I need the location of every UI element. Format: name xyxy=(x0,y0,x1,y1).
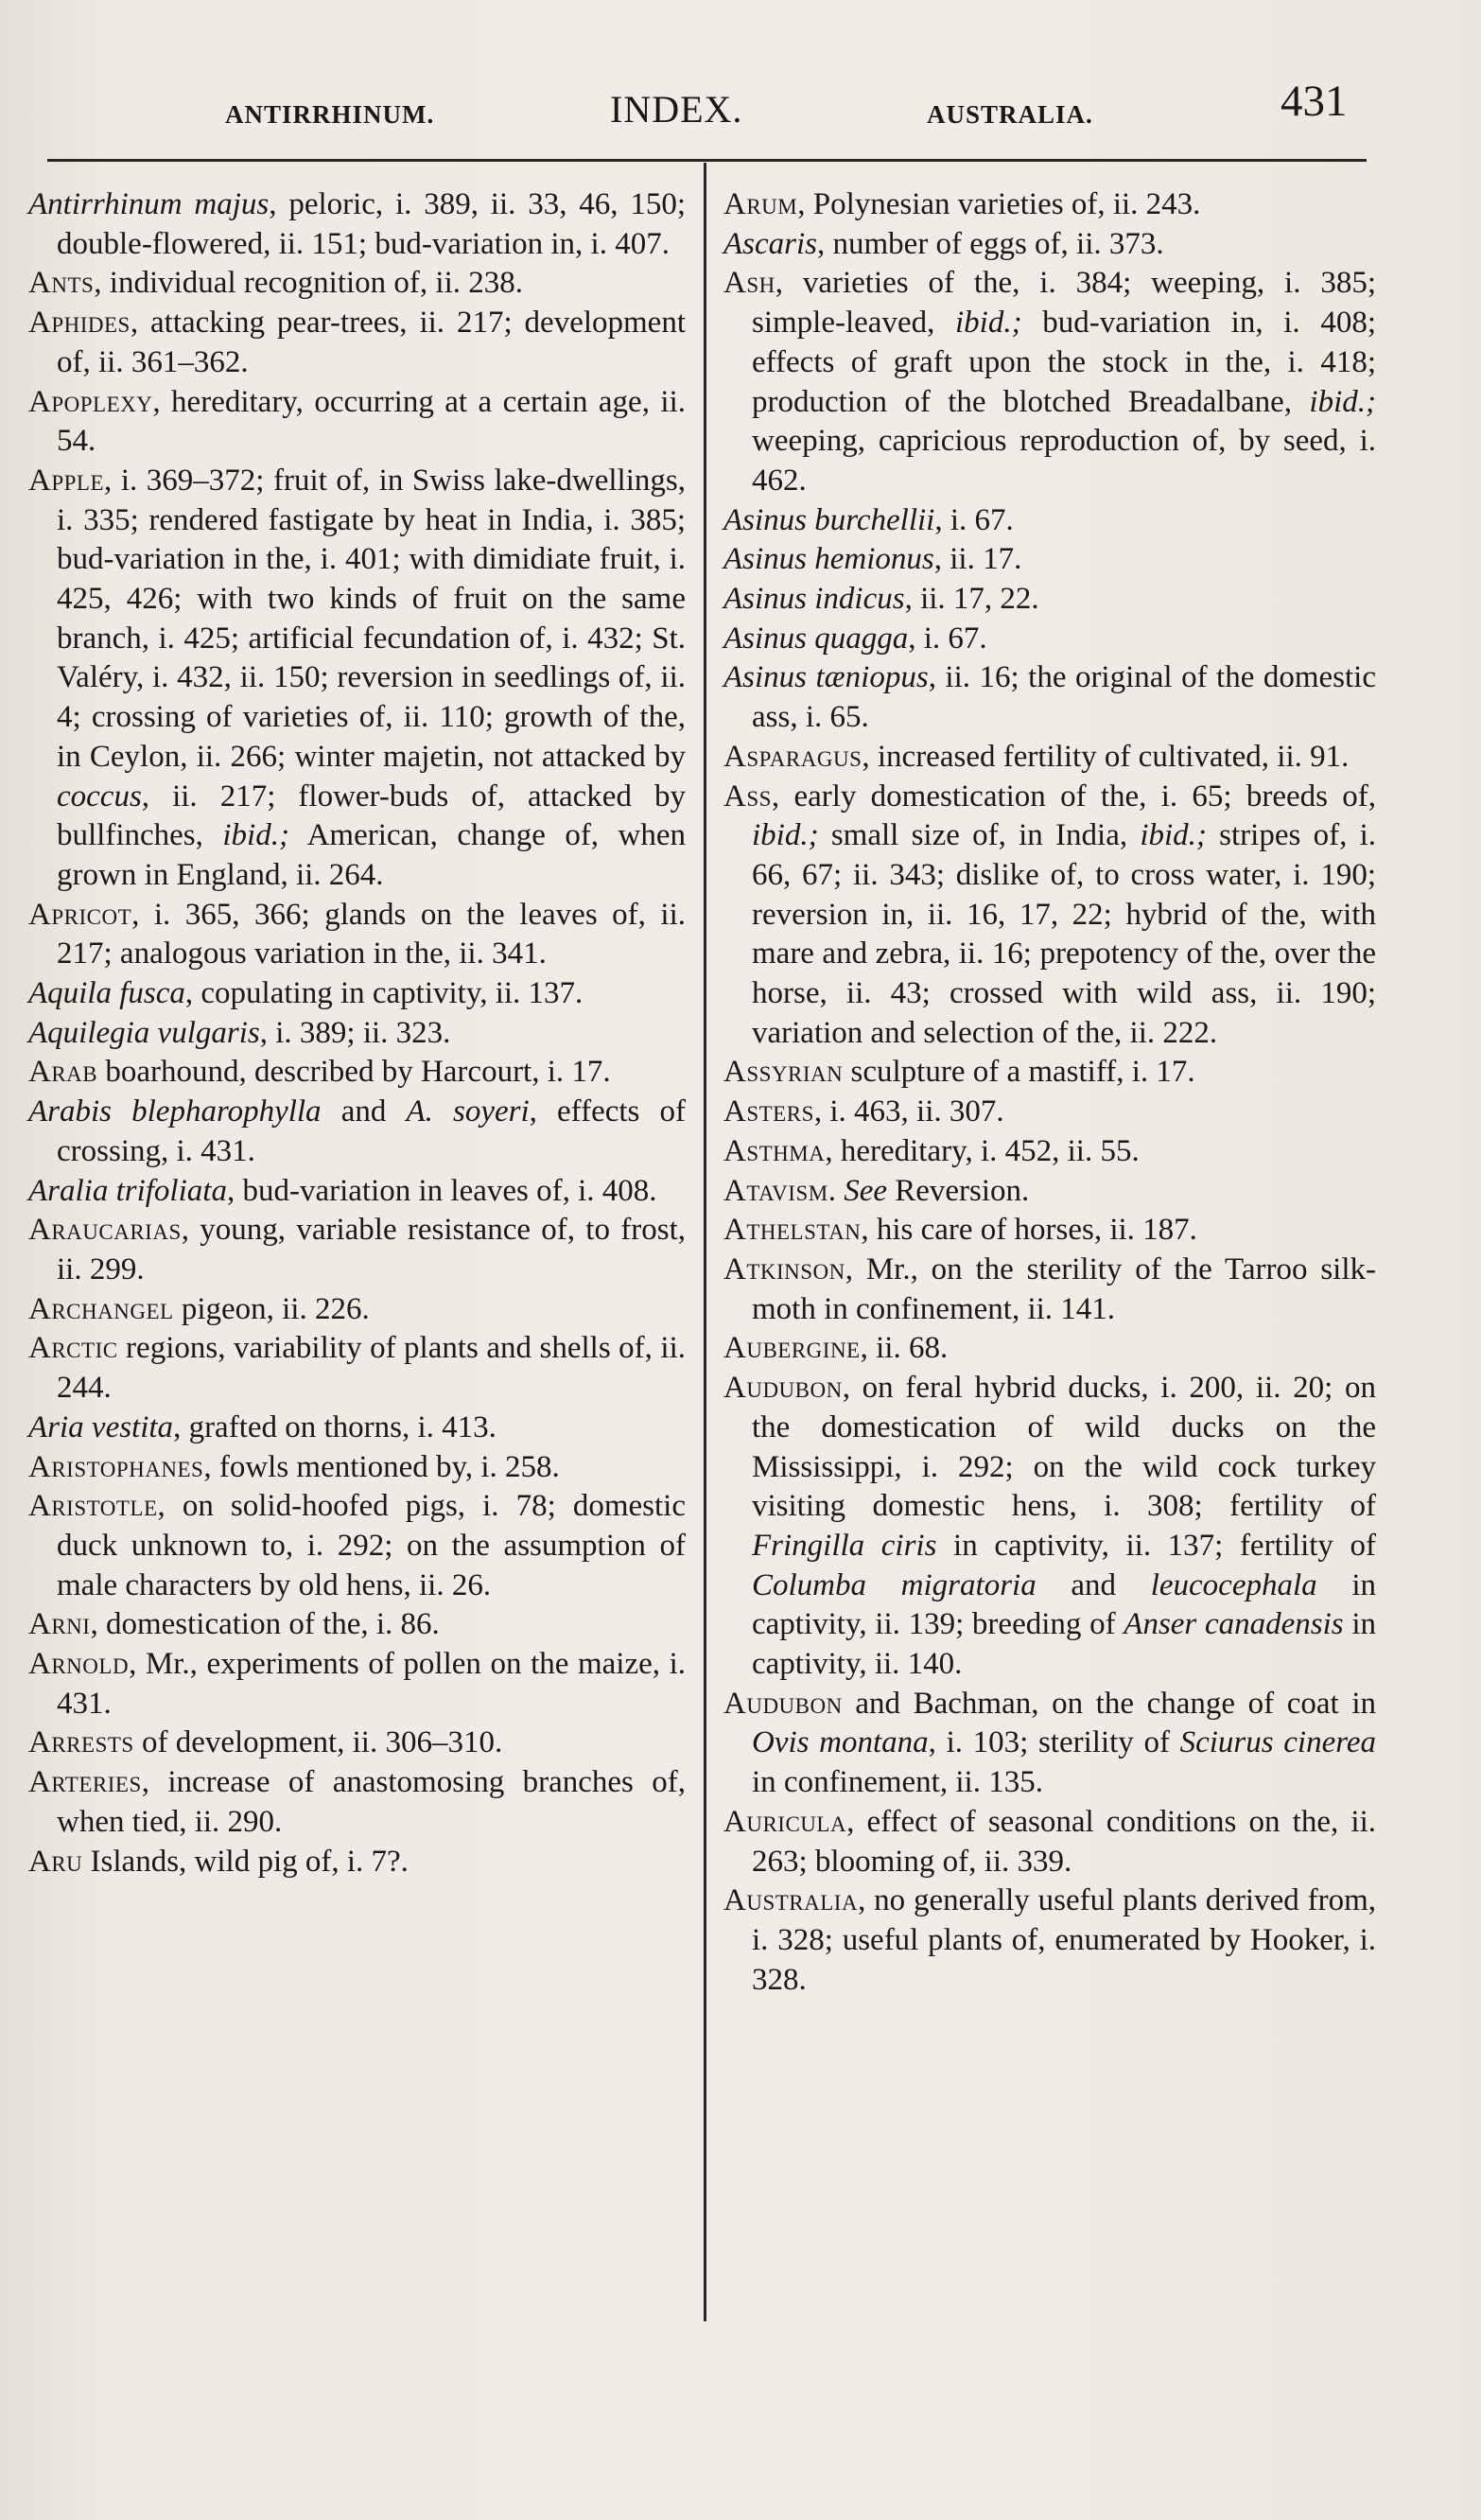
index-entry xyxy=(723,1329,1376,1369)
entry-text: , young, variable resistance of, to frost, ii. 299. xyxy=(57,1213,686,1286)
index-column-left xyxy=(28,185,686,1881)
entry-headword: Athelstan xyxy=(723,1213,862,1248)
entry-text: stripes of, i. 66, 67; ii. 343; dislike of, to cross water, i. 190; reversion in, ii. 16, 17, 22; hybrid of the, with mare and zebra, ii. 16; prepotency of the, over the horse, ii. 43; crossed with wild ass, ii. 190; variation and selection of the, ii. 222. xyxy=(752,818,1376,1050)
entry-italic: Aquilegia vulgaris xyxy=(28,1015,260,1050)
index-entry xyxy=(723,1172,1376,1212)
entry-text: , ii. 217; flower-buds of, attacked by bullfinches, xyxy=(57,779,686,853)
index-entry xyxy=(723,1053,1376,1093)
index-entry xyxy=(28,1053,686,1093)
index-entry xyxy=(723,1881,1376,2000)
entry-headword: Arab xyxy=(28,1055,98,1090)
entry-text: , i. 67. xyxy=(934,502,1014,537)
entry-text: regions, variability of plants and shells of, ii. 244. xyxy=(57,1331,686,1406)
entry-headword: Aru xyxy=(28,1844,83,1879)
entry-italic: Fringilla ciris xyxy=(752,1528,937,1563)
index-entry xyxy=(723,185,1376,225)
index-entry xyxy=(28,185,686,264)
index-entry xyxy=(723,1685,1376,1803)
entry-italic: Arabis blepharophylla xyxy=(28,1094,322,1129)
index-entry xyxy=(723,1369,1376,1685)
index-entry xyxy=(723,1132,1376,1172)
header-rule xyxy=(47,159,1367,162)
entry-text: , domestication of the, i. 86. xyxy=(90,1607,440,1642)
index-entry xyxy=(723,738,1376,778)
entry-text: , ii. 17, 22. xyxy=(904,582,1039,617)
index-entry xyxy=(723,225,1376,265)
entry-headword: Assyrian xyxy=(723,1055,844,1090)
entry-headword: Australia xyxy=(723,1883,859,1918)
index-entry xyxy=(28,974,686,1014)
entry-headword: Archangel xyxy=(28,1291,174,1326)
index-entry xyxy=(28,304,686,382)
entry-text: bud-variation in, i. 408; effects of graft upon the stock in the, i. 418; production of the blotched Breadalbane, xyxy=(752,306,1376,419)
entry-italic: Asinus tæniopus xyxy=(723,660,929,695)
entry-headword: Auricula xyxy=(723,1804,847,1839)
entry-text: small size of, in India, xyxy=(818,818,1141,853)
index-entry xyxy=(28,1645,686,1724)
entry-italic: Asinus hemionus xyxy=(723,542,934,577)
index-entry xyxy=(28,1763,686,1842)
index-entry xyxy=(723,580,1376,620)
entry-text: in captivity, ii. 137; fertility of xyxy=(936,1528,1376,1563)
entry-text: , attacking pear-trees, ii. 217; development of, ii. 361–362. xyxy=(57,306,686,379)
index-entry xyxy=(28,1487,686,1605)
entry-text: , i. 103; sterility of xyxy=(928,1725,1180,1760)
page-number: 431 xyxy=(1281,77,1348,126)
entry-text: , Mr., experiments of pollen on the maize, i. 431. xyxy=(57,1647,686,1721)
entry-headword: Atavism xyxy=(723,1173,828,1208)
index-entry xyxy=(28,896,686,974)
index-entry xyxy=(723,778,1376,1054)
index-entry xyxy=(28,1409,686,1448)
entry-italic: Ovis montana xyxy=(752,1725,929,1760)
entry-headword: Ants xyxy=(28,266,95,301)
entry-text: , Polynesian varieties of, ii. 243. xyxy=(797,187,1201,221)
entry-text: pigeon, ii. 226. xyxy=(173,1291,370,1326)
entry-text: in captivity, ii. 139; breeding of xyxy=(752,1567,1376,1642)
entry-headword: Arteries xyxy=(28,1765,142,1800)
entry-text: , i. 463, ii. 307. xyxy=(813,1094,1004,1129)
entry-text: , copulating in captivity, ii. 137. xyxy=(184,976,584,1011)
entry-text: boarhound, described by Harcourt, i. 17. xyxy=(97,1055,611,1090)
entry-headword: Aubergine xyxy=(723,1331,861,1366)
entry-italic: Asinus indicus xyxy=(723,582,905,617)
entry-italic: Sciurus cinerea xyxy=(1179,1725,1376,1760)
entry-italic: ibid.; xyxy=(1140,818,1207,853)
index-entry xyxy=(723,1093,1376,1132)
entry-text: sculpture of a mastiff, i. 17. xyxy=(843,1055,1195,1090)
entry-text: and xyxy=(321,1094,407,1129)
entry-text: , early domestication of the, i. 65; breeds of, xyxy=(771,779,1376,814)
entry-text: , increased fertility of cultivated, ii. 91. xyxy=(862,739,1350,774)
entry-text: , grafted on thorns, i. 413. xyxy=(173,1409,497,1444)
entry-text: , increase of anastomosing branches of, when tied, ii. 290. xyxy=(57,1765,686,1839)
entry-text: , effects of crossing, i. 431. xyxy=(57,1094,686,1168)
index-entry xyxy=(28,1014,686,1054)
entry-italic: Antirrhinum majus xyxy=(28,187,270,221)
entry-italic: ibid.; xyxy=(752,818,819,853)
entry-text: , hereditary, i. 452, ii. 55. xyxy=(825,1133,1140,1168)
entry-italic: Aria vestita xyxy=(28,1409,174,1444)
running-head-right: AUSTRALIA. xyxy=(927,100,1093,129)
entry-italic: ibid.; xyxy=(1309,384,1376,419)
entry-italic: Anser canadensis xyxy=(1124,1607,1344,1642)
entry-headword: Aristophanes xyxy=(28,1449,204,1484)
index-entry xyxy=(723,501,1376,541)
entry-text: , fowls mentioned by, i. 258. xyxy=(203,1449,560,1484)
index-entry xyxy=(28,264,686,304)
entry-text: , his care of horses, ii. 187. xyxy=(861,1213,1197,1248)
entry-headword: Asparagus xyxy=(723,739,862,774)
entry-text: Reversion. xyxy=(887,1173,1030,1208)
index-entry xyxy=(28,1093,686,1171)
entry-headword: Arni xyxy=(28,1607,91,1642)
entry-text: , peloric, i. 389, ii. 33, 46, 150; double-flowered, ii. 151; bud-variation in, i. 407. xyxy=(57,187,686,261)
entry-headword: Ash xyxy=(723,266,775,301)
index-column-right xyxy=(723,185,1376,2000)
index-entry xyxy=(723,620,1376,659)
entry-text: , i. 389; ii. 323. xyxy=(259,1015,451,1050)
entry-headword: Asters xyxy=(723,1094,814,1129)
entry-text: , no generally useful plants derived from, i. 328; useful plants of, enumerated by Hooker, i. 328. xyxy=(752,1883,1376,1997)
index-entry xyxy=(28,383,686,462)
entry-text: in confinement, ii. 135. xyxy=(752,1765,1043,1800)
entry-text: , i. 365, 366; glands on the leaves of, ii. 217; analogous variation in the, ii. 341. xyxy=(57,897,686,971)
entry-text: , individual recognition of, ii. 238. xyxy=(94,266,523,301)
entry-headword: Arctic xyxy=(28,1331,118,1366)
entry-text: , effect of seasonal conditions on the, ii. 263; blooming of, ii. 339. xyxy=(752,1804,1376,1879)
entry-text: , number of eggs of, ii. 373. xyxy=(817,226,1164,261)
entry-text: and Bachman, on the change of coat in xyxy=(842,1686,1376,1721)
entry-italic: See xyxy=(844,1173,887,1208)
entry-headword: Atkinson xyxy=(723,1251,845,1286)
entry-italic: leucocephala xyxy=(1150,1567,1317,1602)
entry-text: , varieties of the, i. 384; weeping, i. 385; simple-leaved, xyxy=(752,266,1376,341)
entry-text: , ii. 16; the original of the domestic ass, i. 65. xyxy=(752,660,1376,735)
entry-italic: A. soyeri xyxy=(406,1094,530,1129)
entry-headword: Apple xyxy=(28,463,105,498)
entry-italic: ibid.; xyxy=(955,306,1022,341)
entry-text: , i. 67. xyxy=(908,621,987,656)
entry-headword: Asthma xyxy=(723,1133,826,1168)
entry-italic: ibid.; xyxy=(222,818,289,853)
index-entry xyxy=(723,264,1376,500)
index-entry xyxy=(28,1290,686,1330)
entry-italic: Ascaris xyxy=(723,226,817,261)
entry-headword: Audubon xyxy=(723,1371,843,1406)
entry-text: of development, ii. 306–310. xyxy=(133,1725,503,1760)
entry-text: , on solid-hoofed pigs, i. 78; domestic duck unknown to, i. 292; on the assumption of male characters by old hens, ii. 26. xyxy=(57,1489,686,1602)
entry-italic: Aquila fusca xyxy=(28,976,185,1011)
index-entry xyxy=(28,1448,686,1488)
entry-italic: Aralia trifoliata xyxy=(28,1173,227,1208)
index-entry xyxy=(28,1172,686,1212)
entry-headword: Arum xyxy=(723,187,798,221)
entry-text: and xyxy=(1036,1567,1151,1602)
entry-headword: Aristotle xyxy=(28,1489,158,1524)
entry-text: , i. 369–372; fruit of, in Swiss lake-dwellings, i. 335; rendered fastigate by heat in India, i. 385; bud-variation in the, i. 401; with dimidiate fruit, i. 425, 426; with two kinds of fruit on the same branch, i. 425; artificial fecundation of, i. 432; St. Valéry, i. 432, ii. 150; reversion in seedlings of, ii. 4; crossing of varieties of, ii. 110; growth of the, in Ceylon, ii. 266; winter majetin, not attacked by xyxy=(57,463,686,774)
index-entry xyxy=(723,1211,1376,1251)
index-entry xyxy=(28,1211,686,1289)
entry-text: American, change of, when grown in England, ii. 264. xyxy=(57,818,686,892)
entry-italic: Asinus burchellii xyxy=(723,502,935,537)
entry-text: , ii. 17. xyxy=(933,542,1022,577)
running-head-title: INDEX. xyxy=(610,88,743,131)
entry-text: , Mr., on the sterility of the Tarroo silk-moth in confinement, ii. 141. xyxy=(752,1251,1376,1326)
running-head-left: ANTIRRHINUM. xyxy=(225,100,435,129)
index-entry xyxy=(28,1843,686,1882)
entry-text: , ii. 68. xyxy=(860,1331,949,1366)
entry-text: , hereditary, occurring at a certain age, ii. 54. xyxy=(57,384,686,459)
column-divider xyxy=(704,163,706,2321)
entry-headword: Araucarias xyxy=(28,1213,182,1248)
index-entry xyxy=(28,462,686,896)
index-entry xyxy=(723,1251,1376,1329)
entry-headword: Arrests xyxy=(28,1725,134,1760)
index-entry xyxy=(28,1605,686,1645)
entry-text: Islands, wild pig of, i. 7?. xyxy=(82,1844,409,1879)
index-entry xyxy=(723,1803,1376,1881)
entry-text: , on feral hybrid ducks, i. 200, ii. 20; on the domestication of wild ducks on the Mississippi, i. 292; on the wild cock turkey visiting domestic hens, i. 308; fertility of xyxy=(752,1371,1376,1524)
index-entry xyxy=(723,658,1376,737)
entry-text: . xyxy=(828,1173,845,1208)
entry-headword: Arnold xyxy=(28,1647,130,1682)
entry-italic: Asinus quagga xyxy=(723,621,909,656)
entry-italic: coccus xyxy=(57,779,142,814)
index-entry xyxy=(28,1724,686,1763)
entry-headword: Ass xyxy=(723,779,772,814)
entry-headword: Apoplexy xyxy=(28,384,153,419)
entry-text: , bud-variation in leaves of, i. 408. xyxy=(226,1173,657,1208)
entry-headword: Apricot xyxy=(28,897,132,932)
index-entry xyxy=(723,540,1376,580)
entry-headword: Audubon xyxy=(723,1686,843,1721)
index-entry xyxy=(28,1329,686,1408)
entry-italic: Columba migratoria xyxy=(752,1567,1037,1602)
entry-text: weeping, capricious reproduction of, by seed, i. 462. xyxy=(752,424,1376,498)
entry-headword: Aphides xyxy=(28,306,131,341)
entry-text: in captivity, ii. 140. xyxy=(752,1607,1376,1682)
